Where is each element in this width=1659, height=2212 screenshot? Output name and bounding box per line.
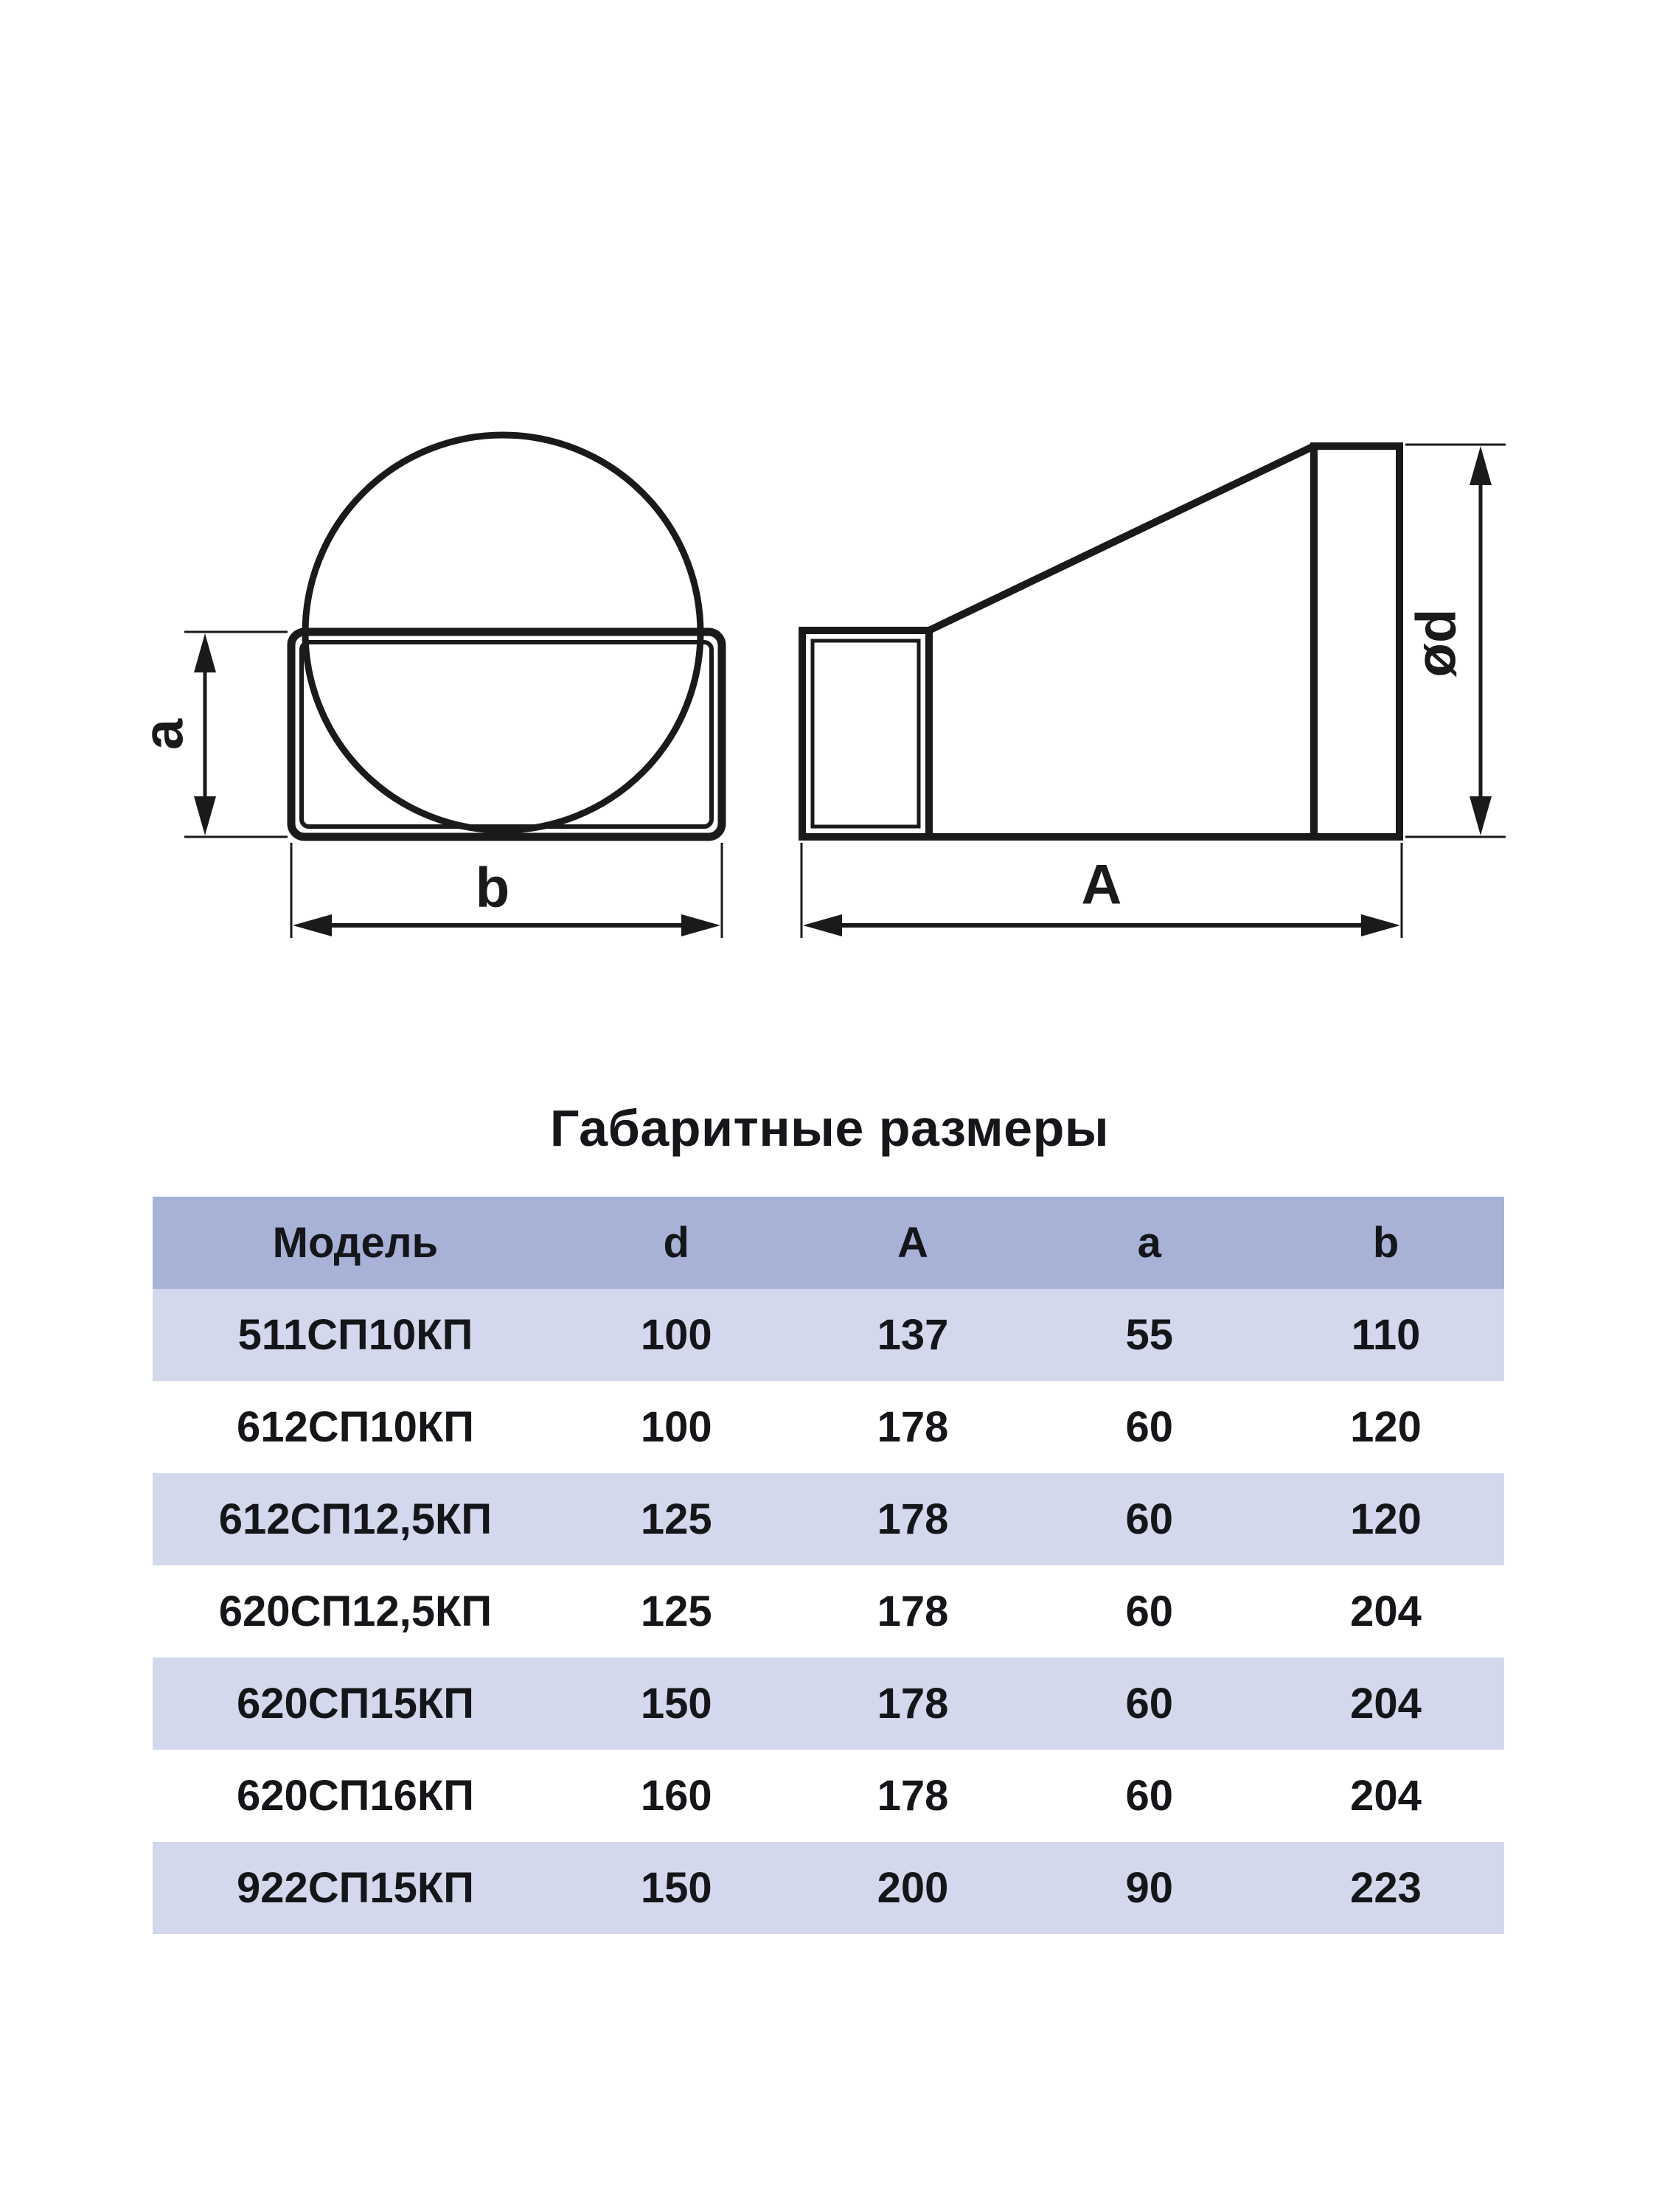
cell-d: 100 xyxy=(640,1311,712,1359)
cell-b: 204 xyxy=(1350,1772,1422,1820)
dim-b xyxy=(291,843,722,938)
dim-a xyxy=(133,632,288,837)
round-end-rect xyxy=(1314,446,1399,837)
dim-d xyxy=(1405,445,1506,837)
technical-drawing xyxy=(0,0,1659,1077)
dim-A-arrow-right xyxy=(1361,914,1400,936)
dim-A-arrow-left xyxy=(803,914,842,936)
cell-A: 178 xyxy=(877,1495,949,1543)
cell-a: 60 xyxy=(1125,1772,1174,1820)
cell-b: 120 xyxy=(1350,1495,1422,1543)
dimensions-table xyxy=(153,1197,1504,1934)
cell-a: 60 xyxy=(1125,1680,1174,1728)
header-a: a xyxy=(1137,1219,1161,1267)
side-view xyxy=(801,445,1506,938)
cell-d: 100 xyxy=(640,1403,712,1451)
cell-b: 204 xyxy=(1350,1680,1422,1728)
dim-a-arrow-up xyxy=(194,633,216,672)
cell-b: 223 xyxy=(1350,1864,1422,1912)
cell-a: 60 xyxy=(1125,1587,1174,1635)
cell-A: 178 xyxy=(877,1403,949,1451)
cell-model: 620СП12,5КП xyxy=(218,1587,493,1635)
table-row xyxy=(153,1565,1504,1658)
cell-a: 90 xyxy=(1125,1864,1174,1912)
cell-model: 922СП15КП xyxy=(236,1864,474,1912)
cell-a: 60 xyxy=(1125,1403,1174,1451)
dim-d-arrow-down xyxy=(1470,796,1492,835)
flat-duct-inner-rect xyxy=(302,642,712,827)
cell-model: 620СП16КП xyxy=(236,1772,474,1820)
cell-model: 620СП15КП xyxy=(236,1680,474,1728)
transition-top-slope xyxy=(929,446,1314,630)
page-title: Габаритные размеры xyxy=(549,1099,1110,1157)
cell-a: 55 xyxy=(1125,1311,1174,1359)
flat-duct-outer-rect xyxy=(291,632,722,837)
table-row xyxy=(153,1842,1504,1934)
header-b: b xyxy=(1372,1219,1399,1267)
dim-a-arrow-down xyxy=(194,796,216,835)
header-model: Модель xyxy=(272,1219,439,1267)
dim-b-label: b xyxy=(475,856,510,919)
cell-A: 178 xyxy=(877,1772,949,1820)
table-row xyxy=(153,1381,1504,1473)
cell-d: 160 xyxy=(640,1772,712,1820)
header-A: A xyxy=(897,1219,928,1267)
dim-d-arrow-up xyxy=(1470,446,1492,485)
header-d: d xyxy=(663,1219,689,1267)
cell-b: 110 xyxy=(1351,1311,1421,1359)
cell-d: 125 xyxy=(640,1587,712,1635)
cell-model: 612СП12,5КП xyxy=(218,1495,493,1543)
flat-end-outer-rect xyxy=(802,630,929,837)
table-row xyxy=(153,1750,1504,1842)
table-row xyxy=(153,1473,1504,1565)
table-header-row xyxy=(153,1197,1504,1289)
cell-A: 178 xyxy=(877,1680,949,1728)
dim-d-label: ød xyxy=(1405,608,1468,678)
cell-d: 150 xyxy=(640,1680,712,1728)
flat-end-inner-rect xyxy=(813,641,919,827)
cell-A: 200 xyxy=(877,1864,949,1912)
table-row xyxy=(153,1289,1504,1381)
cell-a: 60 xyxy=(1125,1495,1174,1543)
front-view xyxy=(133,435,723,938)
cell-A: 137 xyxy=(877,1311,949,1359)
dim-a-label: a xyxy=(132,718,195,751)
cell-A: 178 xyxy=(877,1587,949,1635)
dim-b-arrow-right xyxy=(681,914,720,936)
cell-b: 204 xyxy=(1350,1587,1422,1635)
cell-b: 120 xyxy=(1350,1403,1422,1451)
cell-model: 612СП10КП xyxy=(236,1403,474,1451)
cell-d: 150 xyxy=(640,1864,712,1912)
dim-A xyxy=(801,843,1402,938)
cell-model: 511СП10КП xyxy=(237,1311,473,1359)
cell-d: 125 xyxy=(640,1495,712,1543)
dim-b-arrow-left xyxy=(293,914,332,936)
dim-A-label: A xyxy=(1081,853,1122,917)
table-row xyxy=(153,1658,1504,1750)
